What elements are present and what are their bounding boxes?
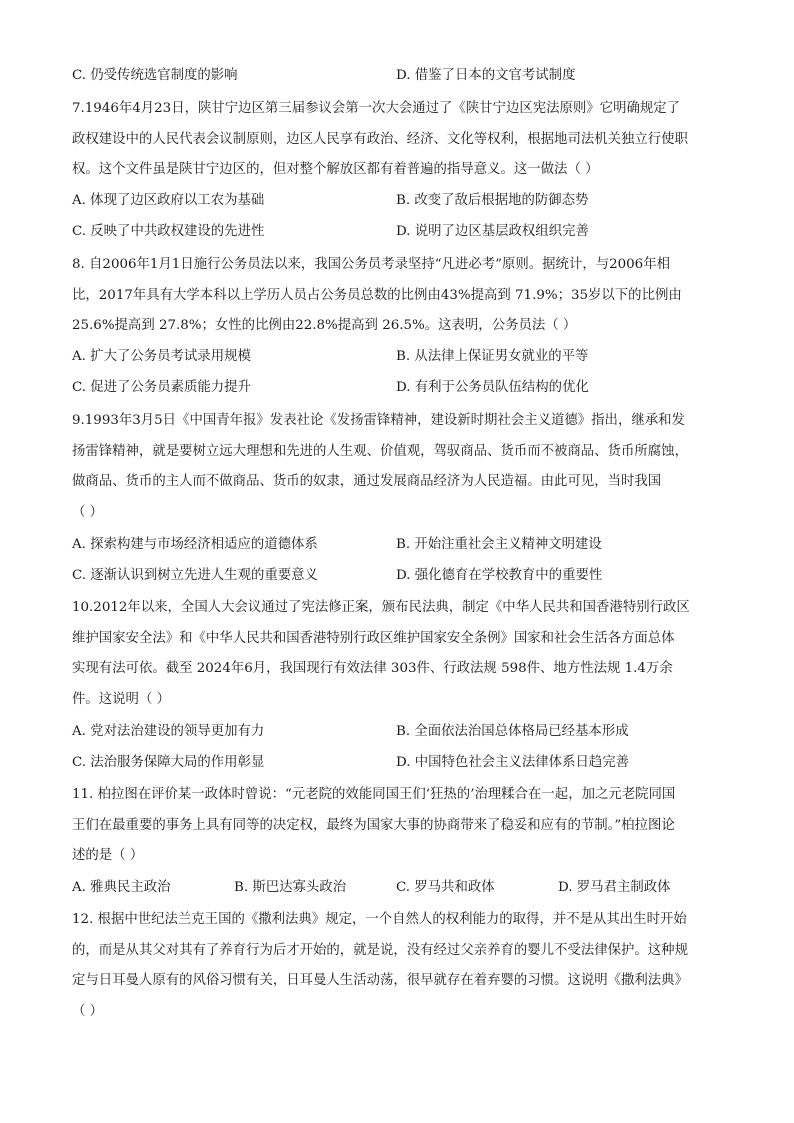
q8-stem-line-1: 8. 自2006年1月1日施行公务员法以来，我国公务员考录坚持“凡进必考”原则。据统计，与2006年相 [72, 257, 670, 272]
q7-stem-line-3: 权。这个文件虽是陕甘宁边区的，但对整个解放区都有着普遍的指导意义。这一做法（ ） [72, 162, 599, 177]
q10-stem-line-4: 件。这说明（ ） [72, 692, 170, 707]
q8-option-d: D. 有利于公务员队伍结构的优化 [396, 380, 589, 395]
q7-stem-line-2: 政权建设中的人民代表会议制原则，边区人民享有政治、经济、文化等权利，根据地司法机关独立行使职 [72, 132, 688, 147]
q9-option-a: A. 探索构建与市场经济相适应的道德体系 [72, 537, 318, 552]
q9-stem-line-1: 9.1993年3月5日《中国青年报》发表社论《发扬雷锋精神，建设新时期社会主义道德》指出，继承和发 [72, 413, 685, 428]
q11-stem-line-1: 11. 柏拉图在评价某一政体时曾说：“元老院的效能同国王们‘狂热的’治理糅合在一起，加之元老院同国 [72, 787, 676, 802]
q12-stem-line-2: 的，而是从其父对其有了养育行为后才开始的，就是说，没有经过父亲养育的婴儿不受法律保护。这种规 [72, 943, 688, 958]
q10-option-d: D. 中国特色社会主义法律体系日趋完善 [396, 755, 630, 770]
q10-option-c: C. 法治服务保障大局的作用彰显 [72, 755, 265, 770]
q8-stem-line-2: 比，2017年具有大学本科以上学历人员占公务员总数的比例由43%提高到 71.9%；35岁以下的比例由 [72, 288, 682, 303]
q7-option-a: A. 体现了边区政府以工农为基础 [72, 193, 265, 208]
q8-option-c: C. 促进了公务员素质能力提升 [72, 380, 251, 395]
q7-option-b: B. 改变了敌后根据地的防御态势 [396, 193, 589, 208]
q12-stem-line-3: 定与日耳曼人原有的风俗习惯有关，日耳曼人生活动荡，很早就存在着弃婴的习惯。这说明《撒利法典》 [72, 973, 688, 988]
q10-stem-line-1: 10.2012年以来，全国人大会议通过了宪法修正案，颁布民法典，制定《中华人民共和国香港特别行政区 [72, 600, 690, 615]
q11-option-c: C. 罗马共和政体 [396, 880, 495, 895]
q11-stem-line-3: 述的是（ ） [72, 848, 144, 863]
q7-option-c: C. 反映了中共政权建设的先进性 [72, 224, 265, 239]
q10-option-b: B. 全面依法治国总体格局已经基本形成 [396, 724, 629, 739]
q10-stem-line-3: 实现有法可依。截至 2024年6月，我国现行有效法律 303件、行政法规 598件、地方性法规 1.4万余 [72, 661, 673, 676]
q10-stem-line-2: 维护国家安全法》和《中华人民共和国香港特别行政区维护国家安全条例》国家和社会生活各方面总体 [72, 631, 675, 646]
q9-option-d: D. 强化德育在学校教育中的重要性 [396, 568, 603, 583]
q11-option-b: B. 斯巴达寡头政治 [234, 880, 347, 895]
q7-option-d: D. 说明了边区基层政权组织完善 [396, 224, 589, 239]
q11-option-a: A. 雅典民主政治 [72, 880, 171, 895]
q12-stem-line-1: 12. 根据中世纪法兰克王国的《撒利法典》规定，一个自然人的权利能力的取得，并不是从其出生时开始 [72, 912, 687, 927]
q9-stem-line-3: 做商品、货币的主人而不做商品、货币的奴隶，通过发展商品经济为人民造福。由此可见，当时我国 [72, 474, 662, 489]
q10-option-a: A. 党对法治建设的领导更加有力 [72, 724, 265, 739]
q9-stem-line-2: 扬雷锋精神，就是要树立远大理想和先进的人生观、价值观，驾驭商品、货币而不被商品、货币所腐蚀， [72, 444, 688, 459]
q9-option-b: B. 开始注重社会主义精神文明建设 [396, 537, 602, 552]
q12-stem-line-4: （ ） [72, 1004, 104, 1019]
q8-option-b: B. 从法律上保证男女就业的平等 [396, 349, 589, 364]
q6-option-d: D. 借鉴了日本的文官考试制度 [396, 68, 576, 83]
q8-stem-line-3: 25.6%提高到 27.8%；女性的比例由22.8%提高到 26.5%。这表明，公务员法（ ） [72, 318, 577, 333]
q9-option-c: C. 逐渐认识到树立先进人生观的重要意义 [72, 568, 318, 583]
q9-stem-line-4: （ ） [72, 505, 104, 520]
q6-option-c: C. 仍受传统选官制度的影响 [72, 68, 238, 83]
q11-option-d: D. 罗马君主制政体 [558, 880, 671, 895]
q7-stem-line-1: 7.1946年4月23日，陕甘宁边区第三届参议会第一次大会通过了《陕甘宁边区宪法原则》它明确规定了 [72, 101, 681, 116]
q8-option-a: A. 扩大了公务员考试录用规模 [72, 349, 251, 364]
q11-stem-line-2: 王们在最重要的事务上具有同等的决定权，最终为国家大事的协商带来了稳妥和应有的节制。”柏拉图论 [72, 818, 675, 833]
